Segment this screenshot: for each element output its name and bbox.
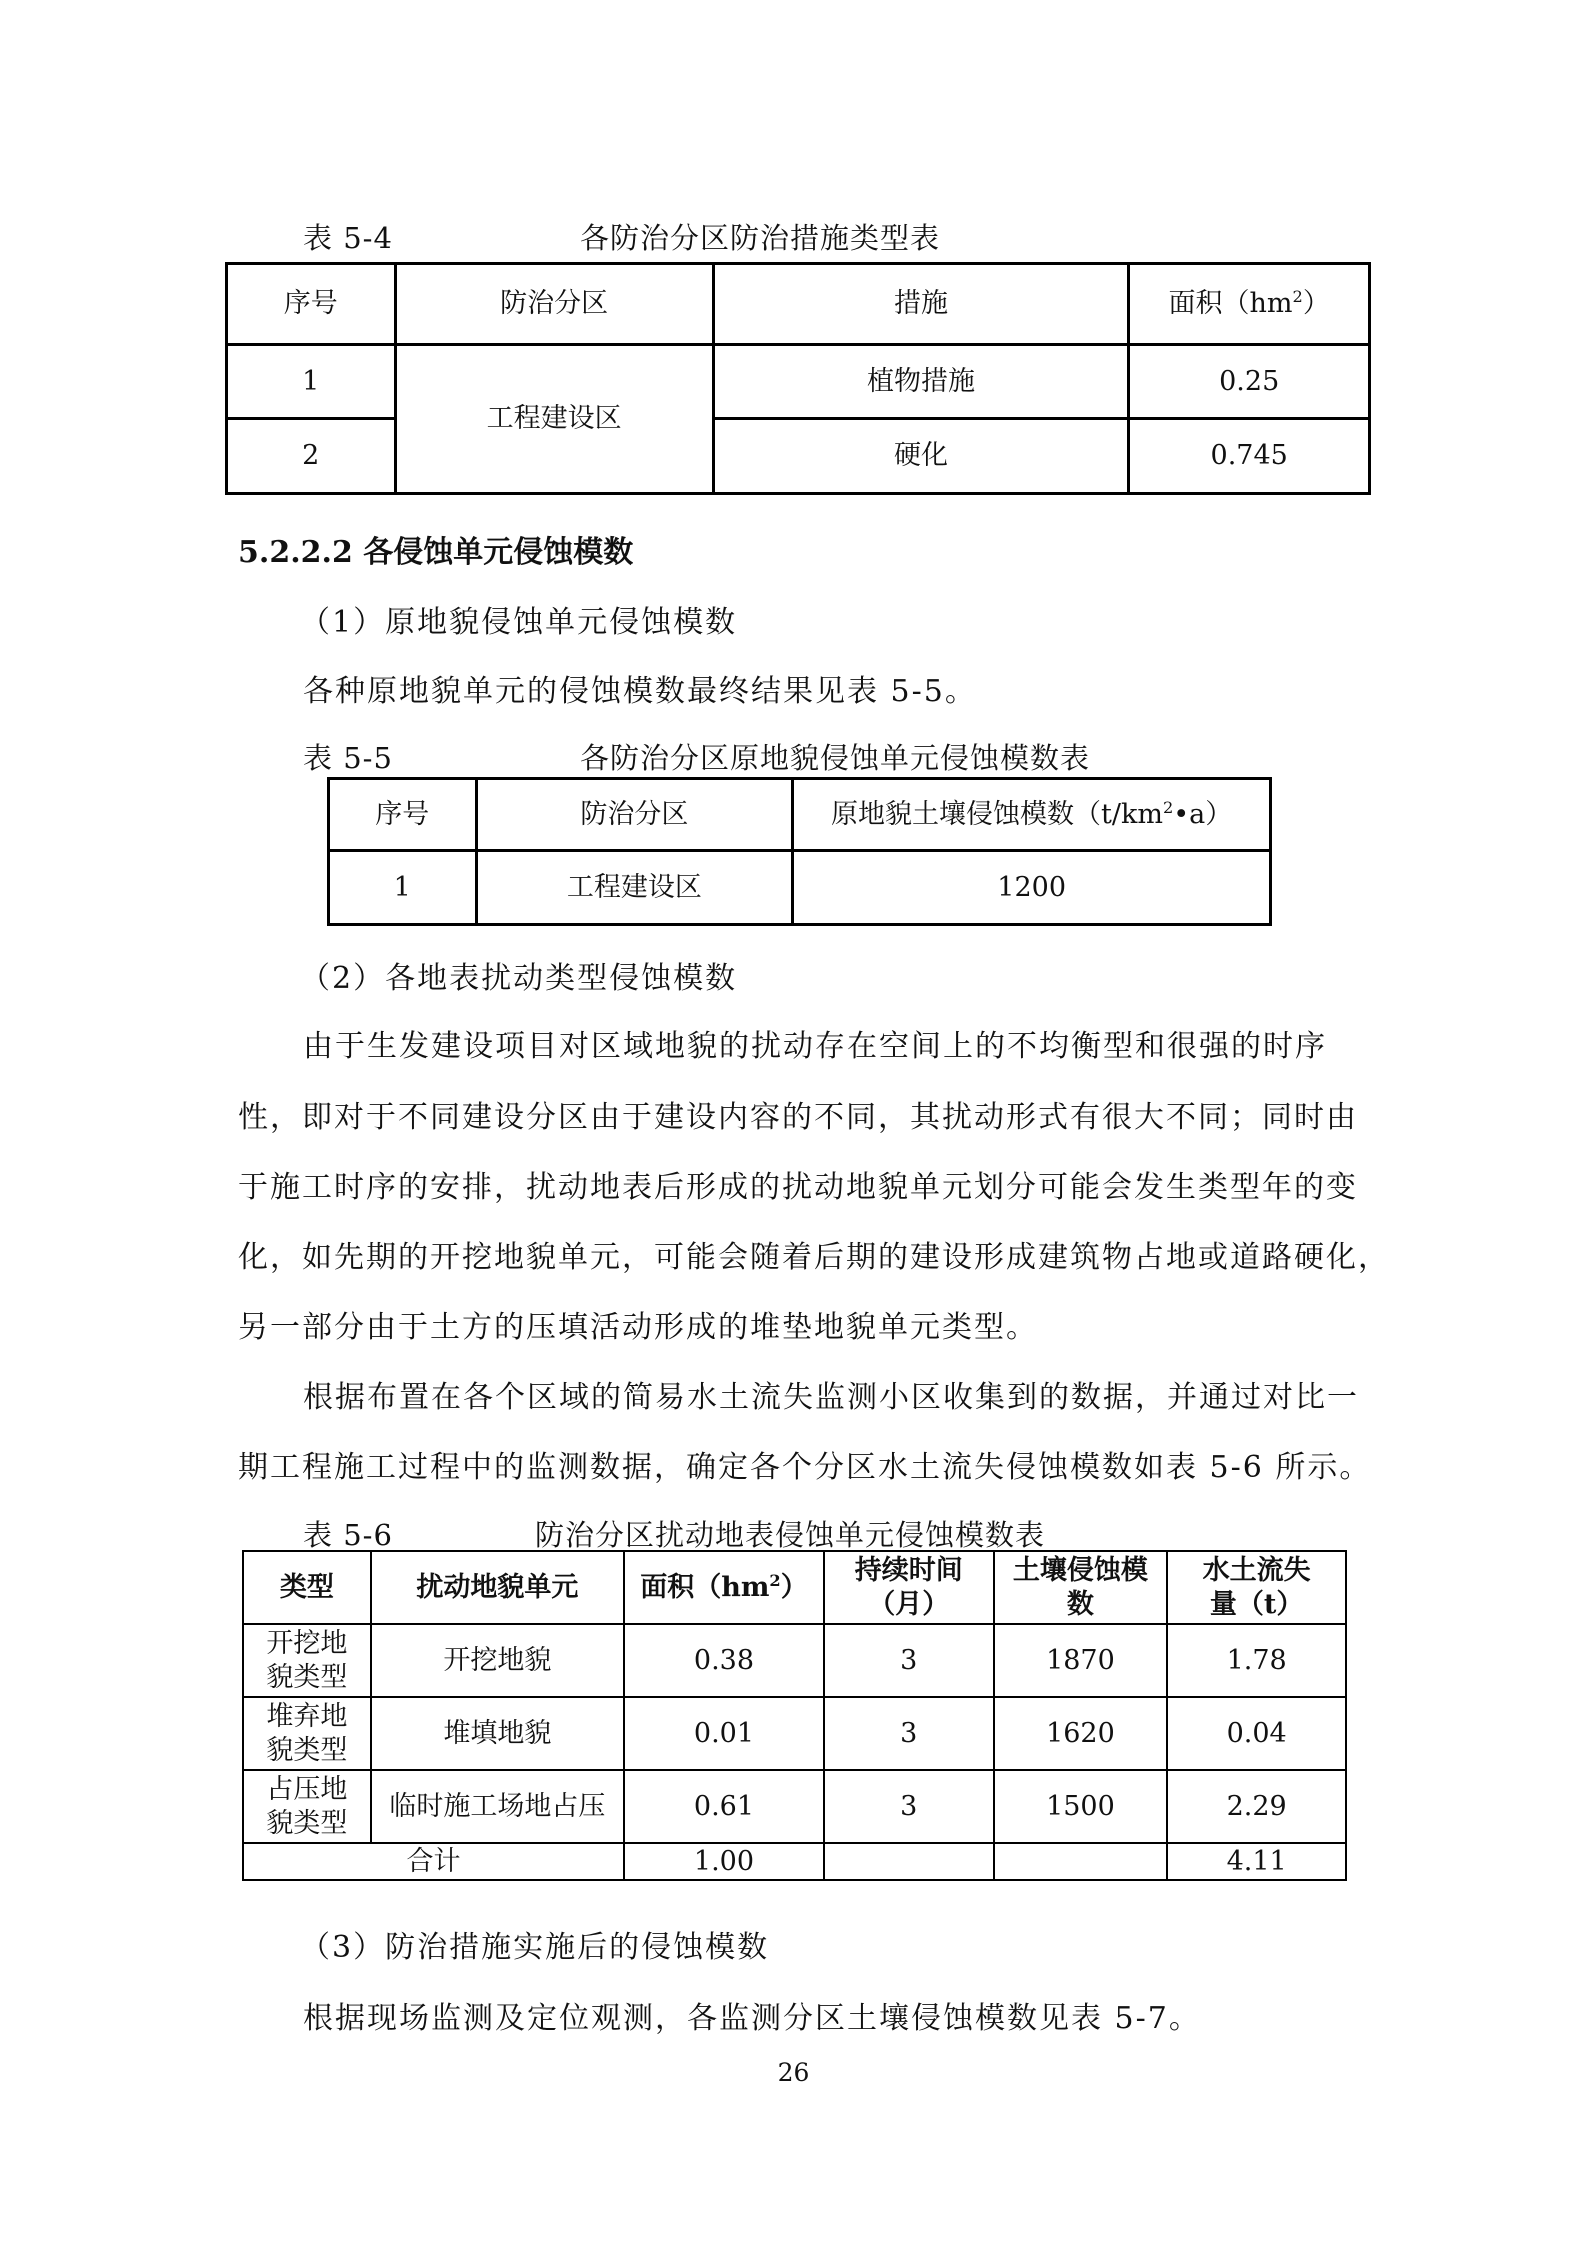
cell-measure: 硬化	[713, 419, 1129, 494]
header-cell: 防治分区	[476, 779, 793, 851]
subsection-1-text: 各种原地貌单元的侵蚀模数最终结果见表 5-5。	[303, 674, 977, 709]
paragraph-line: 根据布置在各个区域的简易水土流失监测小区收集到的数据，并通过对比一	[303, 1380, 1359, 1415]
cell-total-label: 合计	[243, 1843, 624, 1880]
cell-type	[243, 1770, 371, 1843]
caption-number: 表 5-4	[303, 221, 393, 255]
cell-loss: 0.04	[1167, 1697, 1346, 1770]
header-text: 土壤侵蚀模	[1012, 1554, 1148, 1586]
cell-modulus: 1500	[994, 1770, 1168, 1843]
table-row	[227, 345, 1370, 419]
cell-text: 堆弃地	[266, 1700, 348, 1732]
cell-area: 0.01	[624, 1697, 824, 1770]
cell-duration: 3	[824, 1624, 994, 1697]
table-row	[243, 1770, 1346, 1843]
cell-area: 0.61	[624, 1770, 824, 1843]
subsection-2-title: （2）各地表扰动类型侵蚀模数	[300, 961, 738, 996]
header-loss	[1167, 1551, 1346, 1624]
cell-unit: 开挖地貌	[371, 1624, 624, 1697]
header-cell	[1129, 264, 1370, 345]
cell-type	[243, 1697, 371, 1770]
cell-loss: 1.78	[1167, 1624, 1346, 1697]
cell-zone: 工程建设区	[395, 345, 713, 494]
superscript: 2	[769, 1570, 781, 1590]
header-text: ）	[780, 1571, 808, 1603]
superscript: 2	[1162, 797, 1174, 817]
header-area	[624, 1551, 824, 1624]
table-5-5	[327, 777, 1272, 926]
table-header-row	[227, 264, 1370, 345]
table-row	[243, 1624, 1346, 1697]
header-text: 量（t）	[1209, 1588, 1304, 1620]
header-text: •a）	[1173, 798, 1233, 830]
table-header-row	[329, 779, 1271, 851]
table-header-row	[243, 1551, 1346, 1624]
cell-no: 1	[227, 345, 396, 419]
header-text: 面积（hm	[1168, 288, 1293, 320]
paragraph-line: 性，即对于不同建设分区由于建设内容的不同，其扰动形式有很大不同；同时由	[238, 1100, 1358, 1135]
cell-no: 2	[227, 419, 396, 494]
cell-total-duration	[824, 1843, 994, 1880]
cell-modulus: 1620	[994, 1697, 1168, 1770]
header-modulus	[994, 1551, 1168, 1624]
cell-text: 占压地	[266, 1773, 348, 1805]
paragraph-line: 另一部分由于土方的压填活动形成的堆垫地貌单元类型。	[238, 1310, 1038, 1345]
table-5-6-caption: 表 5-6	[303, 1518, 393, 1552]
cell-no: 1	[329, 851, 477, 925]
cell-total-loss: 4.11	[1167, 1843, 1346, 1880]
header-text: ）	[1302, 288, 1330, 320]
header-cell: 序号	[227, 264, 396, 345]
table-5-4-title: 各防治分区防治措施类型表	[580, 221, 941, 255]
header-text: （月）	[868, 1588, 950, 1620]
cell-modulus: 1870	[994, 1624, 1168, 1697]
paragraph-line: 化，如先期的开挖地貌单元，可能会随着后期的建设形成建筑物占地或道路硬化，	[238, 1240, 1390, 1275]
subsection-3-text: 根据现场监测及定位观测，各监测分区土壤侵蚀模数见表 5-7。	[303, 2001, 1201, 2036]
cell-duration: 3	[824, 1770, 994, 1843]
header-cell: 防治分区	[395, 264, 713, 345]
header-type: 类型	[243, 1551, 371, 1624]
cell-area: 0.745	[1129, 419, 1370, 494]
cell-total-area: 1.00	[624, 1843, 824, 1880]
header-cell: 序号	[329, 779, 477, 851]
header-cell: 措施	[713, 264, 1129, 345]
superscript: 2	[1292, 287, 1303, 307]
cell-text: 貌类型	[266, 1661, 348, 1693]
section-heading: 5.2.2.2 各侵蚀单元侵蚀模数	[238, 535, 634, 570]
table-5-5-caption: 表 5-5	[303, 741, 393, 775]
cell-duration: 3	[824, 1697, 994, 1770]
cell-value: 1200	[793, 851, 1271, 925]
subsection-1-title: （1）原地貌侵蚀单元侵蚀模数	[300, 605, 738, 640]
cell-loss: 2.29	[1167, 1770, 1346, 1843]
cell-area: 0.25	[1129, 345, 1370, 419]
paragraph-line: 由于生发建设项目对区域地貌的扰动存在空间上的不均衡型和很强的时序	[303, 1029, 1327, 1064]
paragraph-line: 期工程施工过程中的监测数据，确定各个分区水土流失侵蚀模数如表 5-6 所示。	[238, 1450, 1372, 1485]
page-number: 26	[777, 2058, 810, 2087]
table-5-5-title: 各防治分区原地貌侵蚀单元侵蚀模数表	[580, 741, 1091, 775]
cell-area: 0.38	[624, 1624, 824, 1697]
table-5-4-caption	[303, 216, 393, 257]
header-text: 原地貌土壤侵蚀模数（t/km	[831, 798, 1163, 830]
cell-measure: 植物措施	[713, 345, 1129, 419]
header-text: 持续时间	[854, 1554, 963, 1586]
table-5-6	[242, 1550, 1347, 1881]
table-5-4	[225, 262, 1371, 495]
table-row	[243, 1697, 1346, 1770]
cell-zone: 工程建设区	[476, 851, 793, 925]
cell-text: 开挖地	[266, 1627, 348, 1659]
cell-text: 貌类型	[266, 1807, 348, 1839]
paragraph-line: 于施工时序的安排，扰动地表后形成的扰动地貌单元划分可能会发生类型年的变	[238, 1170, 1358, 1205]
header-text: 面积（hm	[640, 1571, 770, 1603]
header-cell	[793, 779, 1271, 851]
cell-unit: 堆填地貌	[371, 1697, 624, 1770]
header-text: 数	[1066, 1588, 1094, 1620]
table-total-row	[243, 1843, 1346, 1880]
header-text: 水土流失	[1202, 1554, 1311, 1586]
table-row	[329, 851, 1271, 925]
subsection-3-title: （3）防治措施实施后的侵蚀模数	[300, 1930, 770, 1965]
cell-text: 貌类型	[266, 1734, 348, 1766]
cell-total-modulus	[994, 1843, 1168, 1880]
table-5-6-title: 防治分区扰动地表侵蚀单元侵蚀模数表	[535, 1518, 1046, 1552]
header-unit: 扰动地貌单元	[371, 1551, 624, 1624]
cell-type	[243, 1624, 371, 1697]
header-duration	[824, 1551, 994, 1624]
cell-unit: 临时施工场地占压	[371, 1770, 624, 1843]
